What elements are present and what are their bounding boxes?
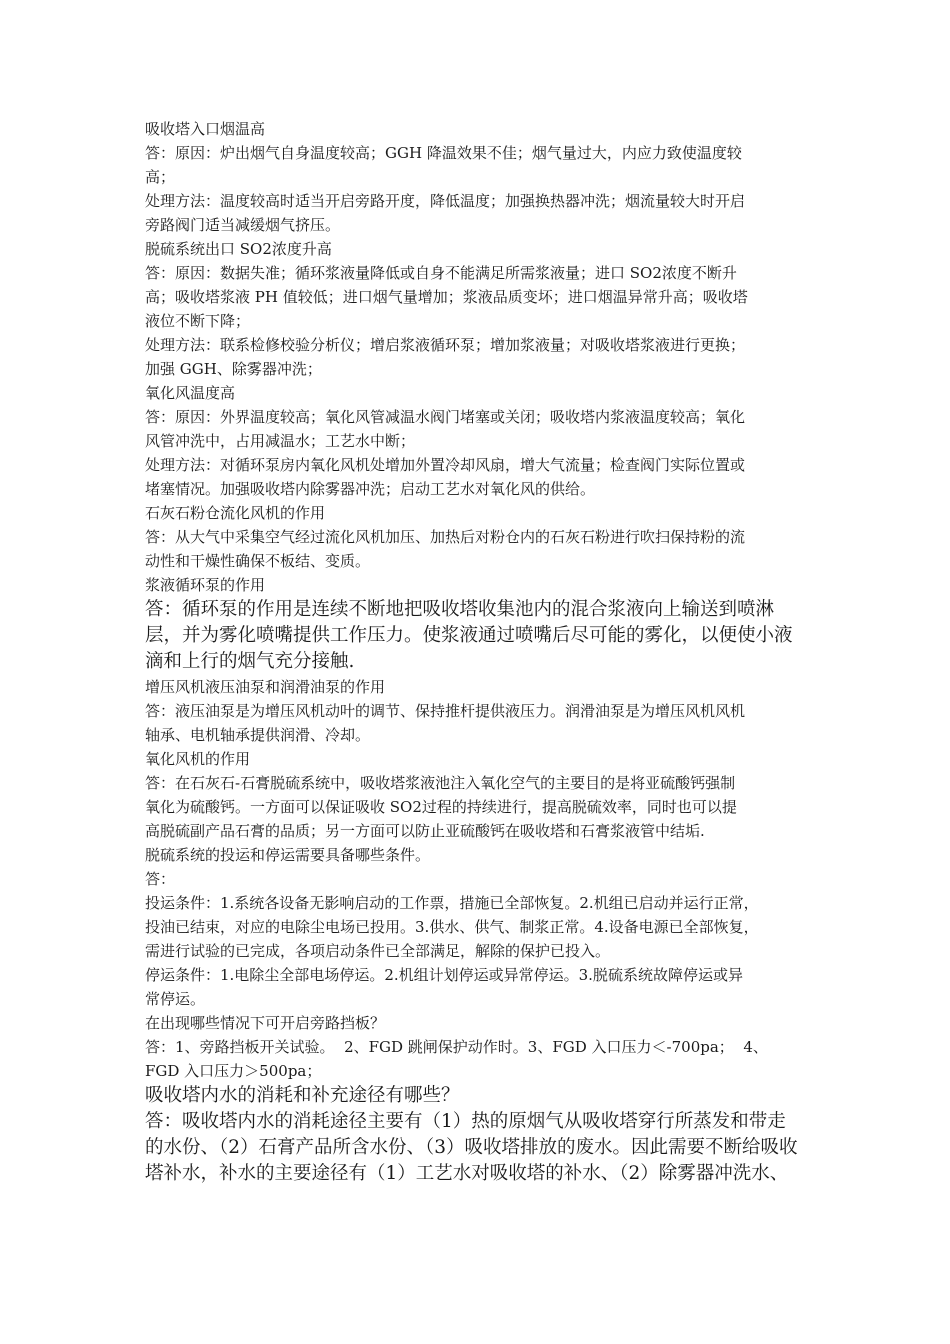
document-body: [145, 117, 813, 1187]
text-line: 在出现哪些情况下可开启旁路挡板？: [145, 1014, 386, 1032]
text-line: 答：吸收塔内水的消耗途径主要有（1）热的原烟气从吸收塔穿行所蒸发和带走: [145, 1111, 786, 1132]
section-heading: [145, 237, 813, 261]
paragraph: [145, 963, 813, 1011]
text-line: 动性和干燥性确保不板结、变质。: [145, 552, 371, 570]
text-line: 风管冲洗中，占用减温水；工艺水中断；: [145, 432, 416, 450]
text-line: 浆液循环泵的作用: [145, 576, 266, 594]
text-line: 高；: [145, 168, 176, 186]
text-line: 答：: [145, 870, 176, 888]
text-line: 吸收塔内水的消耗和补充途径有哪些？: [145, 1085, 460, 1106]
text-line: 答：原因：数据失准；循环浆液量降低或自身不能满足所需浆液量；进口 SO2浓度不断升: [145, 264, 737, 282]
text-line: 石灰石粉仓流化风机的作用: [145, 504, 326, 522]
text-line: 脱硫系统的投运和停运需要具备哪些条件。: [145, 846, 431, 864]
section-heading: [145, 747, 813, 771]
text-line: 加强 GGH、除雾器冲洗；: [145, 360, 322, 378]
text-line: 堵塞情况。加强吸收塔内除雾器冲洗；启动工艺水对氧化风的供给。: [145, 480, 596, 498]
text-line: 需进行试验的已完成，各项启动条件已全部满足，解除的保护已投入。: [145, 942, 611, 960]
paragraph: [145, 189, 813, 237]
text-line: 氧化风机的作用: [145, 750, 251, 768]
paragraph: [145, 1035, 813, 1083]
text-line: 常停运。: [145, 990, 206, 1008]
section-heading: [145, 1011, 813, 1035]
text-line: 答：液压油泵是为增压风机动叶的调节、保持推杆提供液压力。润滑油泵是为增压风机风机: [145, 702, 746, 720]
paragraph: [145, 891, 813, 963]
text-line: 脱硫系统出口 SO2浓度升高: [145, 240, 332, 258]
text-line: 投油已结束，对应的电除尘电场已投用。3.供水、供气、制浆正常。4.设备电源已全部恢复，: [145, 918, 759, 936]
text-line: 液位不断下降；: [145, 312, 251, 330]
large-paragraph: [145, 597, 813, 675]
text-line: 增压风机液压油泵和润滑油泵的作用: [145, 678, 386, 696]
text-line: 的水份、（2）石膏产品所含水份、（3）吸收塔排放的废水。因此需要不断给吸收: [145, 1137, 798, 1158]
text-line: 旁路阀门适当减缓烟气挤压。: [145, 216, 341, 234]
text-line: 答：1、旁路挡板开关试验。 2、FGD 跳闸保护动作时。3、FGD 入口压力＜-700pa； 4、: [145, 1038, 768, 1056]
text-line: 答：原因：炉出烟气自身温度较高；GGH 降温效果不佳；烟气量过大，内应力致使温度较: [145, 144, 742, 162]
text-line: 氧化为硫酸钙。一方面可以保证吸收 SO2过程的持续进行，提高脱硫效率，同时也可以提: [145, 798, 737, 816]
paragraph: [145, 771, 813, 843]
text-line: 滴和上行的烟气充分接触.: [145, 651, 355, 672]
text-line: 答：原因：外界温度较高；氧化风管减温水阀门堵塞或关闭；吸收塔内浆液温度较高；氧化: [145, 408, 746, 426]
text-line: 高脱硫副产品石膏的品质；另一方面可以防止亚硫酸钙在吸收塔和石膏浆液管中结垢.: [145, 822, 705, 840]
text-line: 答：从大气中采集空气经过流化风机加压、加热后对粉仓内的石灰石粉进行吹扫保持粉的流: [145, 528, 746, 546]
text-line: 处理方法：温度较高时适当开启旁路开度，降低温度；加强换热器冲洗；烟流量较大时开启: [145, 192, 746, 210]
text-line: 答：在石灰石-石膏脱硫系统中，吸收塔浆液池注入氧化空气的主要目的是将亚硫酸钙强制: [145, 774, 736, 792]
section-heading: [145, 573, 813, 597]
paragraph: [145, 261, 813, 333]
text-line: 氧化风温度高: [145, 384, 236, 402]
paragraph: [145, 141, 813, 189]
text-line: FGD 入口压力＞500pa；: [145, 1062, 322, 1080]
large-paragraph: [145, 1083, 813, 1109]
text-line: 轴承、电机轴承提供润滑、冷却。: [145, 726, 371, 744]
text-line: 答：循环泵的作用是连续不断地把吸收塔收集池内的混合浆液向上输送到喷淋: [145, 599, 775, 620]
section-heading: [145, 843, 813, 867]
section-heading: [145, 675, 813, 699]
text-line: 层，并为雾化喷嘴提供工作压力。使浆液通过喷嘴后尽可能的雾化，以便使小液: [145, 625, 793, 646]
paragraph: [145, 867, 813, 891]
large-paragraph: [145, 1109, 813, 1187]
text-line: 停运条件：1.电除尘全部电场停运。2.机组计划停运或异常停运。3.脱硫系统故障停运或异: [145, 966, 743, 984]
text-line: 处理方法：对循环泵房内氧化风机处增加外置冷却风扇，增大气流量；检查阀门实际位置或: [145, 456, 746, 474]
text-line: 处理方法：联系检修校验分析仪；增启浆液循环泵；增加浆液量；对吸收塔浆液进行更换；: [145, 336, 746, 354]
text-line: 高；吸收塔浆液 PH 值较低；进口烟气量增加；浆液品质变坏；进口烟温异常升高；吸收塔: [145, 288, 748, 306]
section-heading: [145, 117, 813, 141]
section-heading: [145, 501, 813, 525]
paragraph: [145, 333, 813, 381]
paragraph: [145, 453, 813, 501]
text-line: 吸收塔入口烟温高: [145, 120, 266, 138]
text-line: 投运条件：1.系统各设备无影响启动的工作票，措施已全部恢复。2.机组已启动并运行正常，: [145, 894, 759, 912]
paragraph: [145, 699, 813, 747]
paragraph: [145, 405, 813, 453]
section-heading: [145, 381, 813, 405]
text-line: 塔补水，补水的主要途径有（1）工艺水对吸收塔的补水、（2）除雾器冲洗水、: [145, 1163, 789, 1184]
paragraph: [145, 525, 813, 573]
